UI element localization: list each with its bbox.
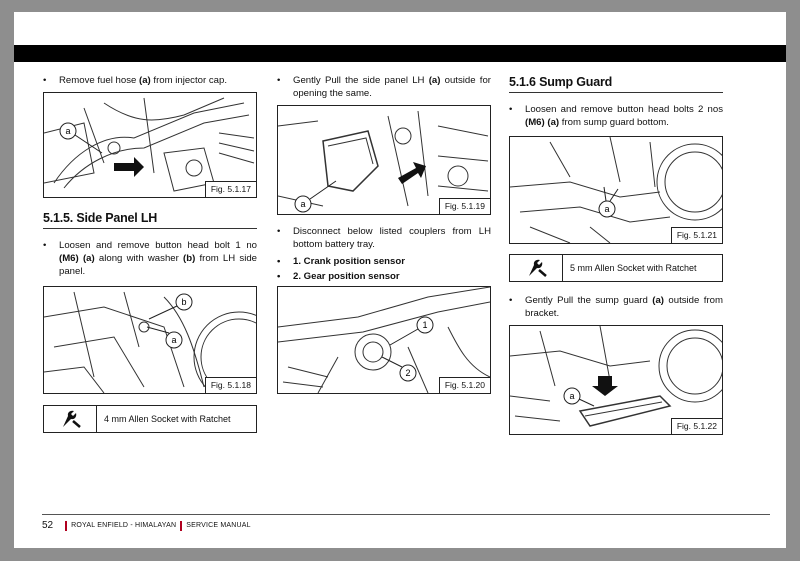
step-remove-fuel-hose: • Remove fuel hose (a) from injector cap.	[43, 74, 257, 87]
wrench-icon	[44, 406, 97, 432]
callout-2: 2	[405, 368, 411, 378]
footer-rule	[42, 514, 770, 515]
section-heading-side-panel: 5.1.5. Side Panel LH	[43, 211, 158, 225]
figure-side-panel-bolt	[43, 286, 257, 394]
figure-label: Fig. 5.1.21	[671, 227, 723, 244]
callout-1: 1	[422, 320, 428, 330]
footer	[42, 520, 251, 531]
footer-brand: ROYAL ENFIELD - HIMALAYAN	[71, 522, 177, 529]
callout-a: a	[604, 204, 610, 214]
figure-couplers	[277, 286, 491, 394]
step-disconnect-couplers: • Disconnect below listed couplers from LH bottom battery tray.	[277, 225, 491, 251]
figure-sump-guard	[509, 325, 723, 435]
footer-separator	[180, 521, 182, 531]
header-bar	[14, 45, 786, 62]
step-remove-bolt: • Loosen and remove button head bolt 1 no (M6) (a) along with washer (b) from LH side panel.	[43, 239, 257, 278]
figure-pull-side-panel	[277, 105, 491, 215]
figure-label: Fig. 5.1.20	[439, 377, 491, 394]
tool-box	[43, 405, 257, 433]
figure-sump-bolts	[509, 136, 723, 244]
tool-text: 5 mm Allen Socket with Ratchet	[570, 262, 697, 273]
callout-a: a	[171, 335, 177, 345]
tool-box	[509, 254, 723, 282]
footer-separator	[65, 521, 67, 531]
step-remove-sump-bolts: • Loosen and remove button head bolts 2 nos (M6) (a) from sump guard bottom.	[509, 103, 723, 129]
heading-rule	[43, 228, 257, 229]
figure-label: Fig. 5.1.18	[205, 377, 257, 394]
column-middle	[277, 74, 491, 394]
heading-rule	[509, 92, 723, 93]
column-right	[509, 76, 723, 435]
section-heading-sump-guard: 5.1.6 Sump Guard	[509, 75, 613, 89]
figure-fuel-hose	[43, 92, 257, 198]
page-number: 52	[42, 520, 54, 531]
callout-b: b	[181, 297, 187, 307]
step-pull-side-panel: • Gently Pull the side panel LH (a) outside for opening the same.	[277, 74, 491, 100]
step-pull-sump-guard: • Gently Pull the sump guard (a) outside from bracket.	[509, 294, 723, 320]
figure-label: Fig. 5.1.17	[205, 181, 257, 198]
figure-label: Fig. 5.1.22	[671, 418, 723, 435]
callout-a: a	[65, 126, 71, 136]
manual-page	[14, 12, 786, 548]
column-left	[43, 74, 257, 433]
callout-a: a	[569, 391, 575, 401]
figure-label: Fig. 5.1.19	[439, 198, 491, 215]
tool-text: 4 mm Allen Socket with Ratchet	[104, 413, 231, 424]
wrench-icon	[510, 255, 563, 281]
callout-a: a	[300, 199, 306, 209]
item-crank-position-sensor: • 1. Crank position sensor	[277, 255, 491, 268]
item-gear-position-sensor: • 2. Gear position sensor	[277, 270, 491, 283]
footer-manual: SERVICE MANUAL	[186, 522, 251, 529]
